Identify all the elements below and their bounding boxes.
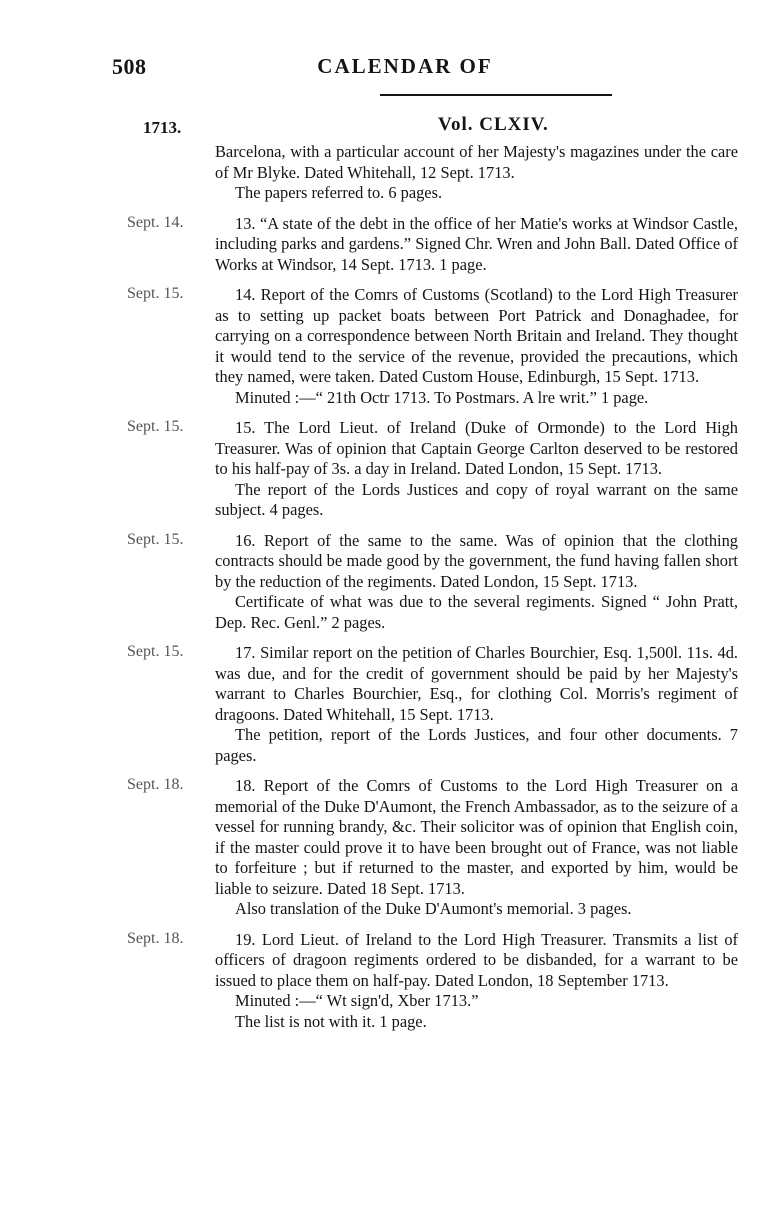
entry-paragraph: The petition, report of the Lords Justices, and four other documents. 7 pages. xyxy=(215,725,738,765)
entry-paragraph: Barcelona, with a particular account of her Majesty's magazines under the care of Mr Blyke. Dated Whitehall, 12 Sept. 1713. xyxy=(215,142,738,182)
entry-paragraph: Certificate of what was due to the several regiments. Signed “ John Pratt, Dep. Rec. Genl.” 2 pages. xyxy=(215,592,738,632)
entry-body xyxy=(215,418,738,521)
entry-paragraph: 18. Report of the Comrs of Customs to the Lord High Treasurer on a memorial of the Duke D'Aumont, the French Ambassador, as to the seizure of a vessel for running brandy, &c. Their solicitor was of opinion that English coin, if the master could prove it to have been brought out of France, was not liable to forfeiture ; but if returned to the master, and exported by him, would be liable to seizure. Dated 18 Sept. 1713. xyxy=(215,776,738,898)
entry-body xyxy=(215,285,738,408)
entry-date: Sept. 15. xyxy=(127,530,184,548)
calendar-entry xyxy=(0,643,770,766)
entry-paragraph: 13. “A state of the debt in the office of her Matie's works at Windsor Castle, including parks and gardens.” Signed Chr. Wren and John Ball. Dated Office of Works at Windsor, 14 Sept. 1713. 1 page. xyxy=(215,213,738,274)
year-label: 1713. xyxy=(143,118,182,137)
entry-paragraph: The report of the Lords Justices and copy of royal warrant on the same subject. 4 pages. xyxy=(215,479,738,519)
entry-date: Sept. 15. xyxy=(127,643,184,660)
calendar-entry xyxy=(0,142,770,204)
entry-paragraph: The papers referred to. 6 pages. xyxy=(235,183,443,202)
entry-body xyxy=(215,214,738,276)
volume-label: Vol. CLXIV. xyxy=(438,114,549,135)
entry-body xyxy=(215,776,738,920)
entry-date: Sept. 15. xyxy=(127,418,184,435)
entry-body xyxy=(215,531,738,634)
page-number: 508 xyxy=(112,54,147,79)
entry-paragraph: 14. Report of the Comrs of Customs (Scotland) to the Lord High Treasurer as to setting up packet boats between Port Patrick and Donaghadee, for carrying on a correspondence between North Britain and Ireland. They thought it would tend to the service of the revenue, provided the precautions, which they named, were taken. Dated Custom House, Edinburgh, 15 Sept. 1713. xyxy=(215,285,738,386)
entry-minute: Minuted :—“ 21th Octr 1713. To Postmars. A lre writ.” 1 page. xyxy=(235,387,649,407)
calendar-entry xyxy=(0,531,770,634)
calendar-entry xyxy=(0,285,770,408)
header-rule xyxy=(380,94,612,96)
entry-paragraph: The list is not with it. 1 page. xyxy=(235,1011,427,1031)
entry-body xyxy=(215,930,738,1033)
entry-minute: Minuted :—“ Wt sign'd, Xber 1713.” xyxy=(235,991,479,1010)
calendar-entry xyxy=(0,930,770,1033)
calendar-entries xyxy=(0,142,770,1042)
entry-paragraph: 17. Similar report on the petition of Charles Bourchier, Esq. 1,500l. 11s. 4d. was due, and for the credit of government should be paid by her Majesty's warrant to Charles Bourchier, Esq., for clothing Col. Morris's regiment of dragoons. Dated Whitehall, 15 Sept. 1713. xyxy=(215,643,738,724)
entry-body xyxy=(215,142,738,204)
running-title: CALENDAR OF xyxy=(317,54,493,78)
entry-paragraph: 15. The Lord Lieut. of Ireland (Duke of Ormonde) to the Lord High Treasurer. Was of opinion that Captain George Carlton deserved to be restored to his half-pay of 3s. a day in Ireland. Dated London, 15 Sept. 1713. xyxy=(215,418,738,478)
calendar-entry xyxy=(0,214,770,276)
calendar-entry xyxy=(0,776,770,920)
entry-date: Sept. 18. xyxy=(127,929,184,947)
calendar-entry xyxy=(0,418,770,521)
entry-body xyxy=(215,643,738,766)
entry-date: Sept. 14. xyxy=(127,213,184,231)
entry-paragraph: 19. Lord Lieut. of Ireland to the Lord High Treasurer. Transmits a list of officers of dragoon regiments ordered to be disbanded, for a warrant to be issued to place them on half-pay. Dated London, 18 September 1713. xyxy=(215,929,738,990)
entry-paragraph: 16. Report of the same to the same. Was of opinion that the clothing contracts should be made good by the government, the fund having fallen short by the reduction of the regiments. Dated London, 15 Sept. 1713. xyxy=(215,530,738,591)
entry-date: Sept. 15. xyxy=(127,285,184,302)
entry-paragraph: Also translation of the Duke D'Aumont's memorial. 3 pages. xyxy=(235,899,632,918)
entry-date: Sept. 18. xyxy=(127,776,184,793)
